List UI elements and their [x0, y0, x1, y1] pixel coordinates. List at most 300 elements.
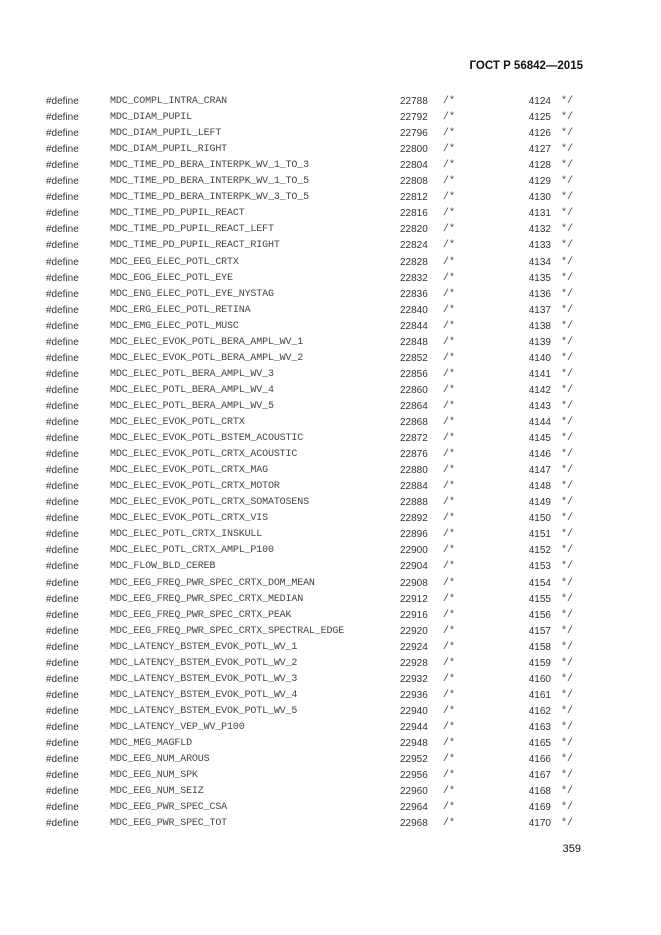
comment-index: 4127 [528, 144, 551, 156]
define-row [0, 351, 661, 367]
define-row [0, 319, 661, 335]
macro-code: 22928 [400, 657, 428, 669]
define-keyword: #define [46, 400, 79, 412]
macro-code: 22960 [400, 786, 428, 798]
macro-name: MDC_LATENCY_BSTEM_EVOK_POTL_WV_5 [110, 705, 298, 717]
document-header-title: ГОСТ Р 56842—2015 [469, 60, 583, 72]
comment-index: 4162 [528, 705, 551, 717]
comment-open: /* [443, 128, 456, 140]
define-row [0, 447, 661, 463]
comment-index: 4151 [528, 529, 551, 541]
macro-code: 22812 [400, 192, 428, 204]
comment-close: */ [561, 176, 574, 188]
macro-code: 22876 [400, 449, 428, 461]
comment-open: /* [443, 818, 456, 830]
comment-close: */ [561, 336, 574, 348]
define-keyword: #define [46, 433, 79, 445]
comment-close: */ [561, 417, 574, 428]
define-keyword: #define [46, 818, 79, 830]
macro-code: 22888 [400, 497, 428, 509]
define-keyword: #define [46, 481, 79, 493]
define-keyword: #define [46, 465, 79, 477]
comment-index: 4169 [528, 802, 551, 814]
macro-name: MDC_EMG_ELEC_POTL_MUSC [110, 320, 239, 332]
define-keyword: #define [46, 304, 79, 316]
define-keyword: #define [46, 336, 79, 348]
define-row [0, 190, 661, 206]
define-row [0, 463, 661, 479]
define-row [0, 126, 661, 142]
macro-code: 22964 [400, 802, 428, 814]
comment-index: 4159 [528, 657, 551, 669]
comment-open: /* [443, 561, 456, 573]
comment-open: /* [443, 754, 456, 766]
comment-close: */ [561, 144, 574, 156]
macro-name: MDC_EEG_PWR_SPEC_CSA [110, 802, 228, 814]
macro-code: 22896 [400, 529, 428, 541]
comment-open: /* [443, 192, 456, 204]
comment-close: */ [561, 288, 574, 300]
comment-open: /* [443, 144, 456, 156]
comment-index: 4165 [528, 738, 551, 749]
comment-open: /* [443, 513, 456, 525]
define-keyword: #define [46, 288, 79, 300]
comment-open: /* [443, 689, 456, 701]
define-keyword: #define [46, 96, 79, 107]
comment-open: /* [443, 577, 456, 589]
comment-open: /* [443, 465, 456, 477]
comment-index: 4158 [528, 641, 551, 653]
define-keyword: #define [46, 208, 79, 220]
comment-close: */ [561, 256, 574, 268]
define-row [0, 303, 661, 319]
define-row [0, 784, 661, 800]
comment-open: /* [443, 657, 456, 669]
define-keyword: #define [46, 738, 79, 749]
comment-open: /* [443, 112, 456, 124]
comment-index: 4131 [528, 208, 551, 220]
comment-close: */ [561, 160, 574, 172]
macro-name: MDC_LATENCY_BSTEM_EVOK_POTL_WV_1 [110, 641, 298, 653]
comment-index: 4132 [528, 224, 551, 236]
define-row [0, 816, 661, 832]
comment-close: */ [561, 112, 574, 124]
comment-close: */ [561, 272, 574, 284]
comment-close: */ [561, 352, 574, 364]
define-keyword: #define [46, 545, 79, 557]
comment-open: /* [443, 176, 456, 188]
macro-name: MDC_ELEC_EVOK_POTL_CRTX_SOMATOSENS [110, 497, 309, 509]
comment-open: /* [443, 433, 456, 445]
comment-open: /* [443, 497, 456, 509]
macro-name: MDC_DIAM_PUPIL_RIGHT [110, 144, 228, 156]
comment-close: */ [561, 786, 574, 798]
macro-code: 22872 [400, 433, 428, 445]
comment-close: */ [561, 673, 574, 685]
comment-index: 4126 [528, 128, 551, 140]
comment-close: */ [561, 449, 574, 461]
macro-code: 22788 [400, 96, 428, 107]
macro-code: 22840 [400, 304, 428, 316]
macro-code: 22796 [400, 128, 428, 140]
define-row [0, 559, 661, 575]
macro-code: 22956 [400, 770, 428, 782]
comment-close: */ [561, 738, 574, 749]
macro-name: MDC_ELEC_EVOK_POTL_BERA_AMPL_WV_2 [110, 352, 304, 364]
comment-close: */ [561, 770, 574, 782]
page-number: 359 [562, 843, 581, 855]
comment-index: 4150 [528, 513, 551, 525]
comment-close: */ [561, 368, 574, 380]
define-row [0, 255, 661, 271]
comment-index: 4143 [528, 400, 551, 412]
define-row [0, 688, 661, 704]
comment-close: */ [561, 529, 574, 541]
define-keyword: #define [46, 705, 79, 717]
comment-index: 4163 [528, 721, 551, 733]
macro-code: 22916 [400, 609, 428, 621]
macro-name: MDC_TIME_PD_PUPIL_REACT [110, 208, 245, 220]
define-row [0, 800, 661, 816]
comment-index: 4145 [528, 433, 551, 445]
comment-index: 4130 [528, 192, 551, 204]
macro-name: MDC_ELEC_EVOK_POTL_BSTEM_ACOUSTIC [110, 433, 304, 445]
define-row [0, 238, 661, 254]
define-keyword: #define [46, 128, 79, 140]
comment-close: */ [561, 192, 574, 204]
define-keyword: #define [46, 112, 79, 124]
macro-name: MDC_DIAM_PUPIL [110, 112, 192, 124]
define-keyword: #define [46, 673, 79, 685]
macro-name: MDC_FLOW_BLD_CEREB [110, 561, 216, 573]
comment-close: */ [561, 224, 574, 236]
comment-close: */ [561, 545, 574, 557]
comment-open: /* [443, 625, 456, 637]
comment-close: */ [561, 754, 574, 766]
comment-close: */ [561, 625, 574, 637]
macro-name: MDC_ENG_ELEC_POTL_EYE_NYSTAG [110, 288, 274, 300]
comment-close: */ [561, 721, 574, 733]
define-row [0, 656, 661, 672]
comment-index: 4155 [528, 593, 551, 605]
define-keyword: #define [46, 417, 79, 428]
macro-code: 22880 [400, 465, 428, 477]
define-row [0, 704, 661, 720]
define-keyword: #define [46, 625, 79, 637]
macro-code: 22828 [400, 256, 428, 268]
comment-close: */ [561, 818, 574, 830]
macro-code: 22836 [400, 288, 428, 300]
define-keyword: #define [46, 577, 79, 589]
comment-index: 4152 [528, 545, 551, 557]
define-keyword: #define [46, 609, 79, 621]
macro-name: MDC_EEG_NUM_SPK [110, 770, 198, 782]
macro-code: 22900 [400, 545, 428, 557]
comment-index: 4167 [528, 770, 551, 782]
macro-name: MDC_MEG_MAGFLD [110, 738, 192, 749]
comment-index: 4147 [528, 465, 551, 477]
macro-name: MDC_ELEC_POTL_BERA_AMPL_WV_3 [110, 368, 274, 380]
define-keyword: #define [46, 256, 79, 268]
define-keyword: #define [46, 657, 79, 669]
macro-name: MDC_LATENCY_VEP_WV_P100 [110, 721, 245, 733]
macro-name: MDC_ELEC_EVOK_POTL_BERA_AMPL_WV_1 [110, 336, 304, 348]
comment-open: /* [443, 449, 456, 461]
comment-index: 4154 [528, 577, 551, 589]
define-row [0, 94, 661, 110]
define-row [0, 383, 661, 399]
macro-name: MDC_LATENCY_BSTEM_EVOK_POTL_WV_3 [110, 673, 298, 685]
define-keyword: #define [46, 641, 79, 653]
comment-open: /* [443, 384, 456, 396]
macro-name: MDC_TIME_PD_BERA_INTERPK_WV_1_TO_5 [110, 176, 309, 188]
macro-code: 22860 [400, 384, 428, 396]
macro-name: MDC_COMPL_INTRA_CRAN [110, 96, 228, 107]
define-row [0, 206, 661, 222]
comment-index: 4156 [528, 609, 551, 621]
comment-open: /* [443, 481, 456, 493]
macro-name: MDC_EEG_FREQ_PWR_SPEC_CRTX_DOM_MEAN [110, 577, 315, 589]
comment-open: /* [443, 641, 456, 653]
comment-close: */ [561, 705, 574, 717]
macro-name: MDC_EEG_ELEC_POTL_CRTX [110, 256, 239, 268]
comment-open: /* [443, 400, 456, 412]
comment-open: /* [443, 721, 456, 733]
define-keyword: #define [46, 802, 79, 814]
macro-name: MDC_EEG_FREQ_PWR_SPEC_CRTX_MEDIAN [110, 593, 304, 605]
define-keyword: #define [46, 176, 79, 188]
define-row [0, 624, 661, 640]
define-keyword: #define [46, 513, 79, 525]
define-row [0, 720, 661, 736]
macro-code: 22904 [400, 561, 428, 573]
comment-index: 4128 [528, 160, 551, 172]
macro-code: 22892 [400, 513, 428, 525]
comment-open: /* [443, 529, 456, 541]
comment-index: 4137 [528, 304, 551, 316]
define-row [0, 222, 661, 238]
macro-code: 22832 [400, 272, 428, 284]
macro-name: MDC_LATENCY_BSTEM_EVOK_POTL_WV_4 [110, 689, 298, 701]
comment-close: */ [561, 465, 574, 477]
comment-close: */ [561, 240, 574, 252]
comment-open: /* [443, 288, 456, 300]
define-row [0, 752, 661, 768]
comment-index: 4170 [528, 818, 551, 830]
define-row [0, 271, 661, 287]
comment-close: */ [561, 657, 574, 669]
comment-close: */ [561, 802, 574, 814]
macro-code: 22820 [400, 224, 428, 236]
define-keyword: #define [46, 352, 79, 364]
macro-name: MDC_ELEC_EVOK_POTL_CRTX [110, 417, 245, 428]
comment-close: */ [561, 128, 574, 140]
define-row [0, 640, 661, 656]
macro-code: 22968 [400, 818, 428, 830]
macro-code: 22948 [400, 738, 428, 749]
macro-code: 22952 [400, 754, 428, 766]
macro-name: MDC_EEG_NUM_SEIZ [110, 786, 204, 798]
comment-open: /* [443, 160, 456, 172]
define-row [0, 527, 661, 543]
comment-close: */ [561, 433, 574, 445]
comment-open: /* [443, 545, 456, 557]
macro-code: 22944 [400, 721, 428, 733]
comment-close: */ [561, 641, 574, 653]
macro-code: 22912 [400, 593, 428, 605]
macro-code: 22920 [400, 625, 428, 637]
macro-code: 22804 [400, 160, 428, 172]
define-keyword: #define [46, 368, 79, 380]
macro-code: 22808 [400, 176, 428, 188]
define-keyword: #define [46, 721, 79, 733]
macro-name: MDC_ELEC_EVOK_POTL_CRTX_ACOUSTIC [110, 449, 298, 461]
define-row [0, 367, 661, 383]
comment-close: */ [561, 320, 574, 332]
comment-index: 4139 [528, 336, 551, 348]
macro-name: MDC_ELEC_POTL_BERA_AMPL_WV_4 [110, 384, 274, 396]
comment-index: 4124 [528, 96, 551, 107]
comment-index: 4125 [528, 112, 551, 124]
macro-code: 22884 [400, 481, 428, 493]
define-row [0, 672, 661, 688]
macro-name: MDC_EEG_NUM_AROUS [110, 754, 210, 766]
macro-name: MDC_TIME_PD_PUPIL_REACT_RIGHT [110, 240, 280, 252]
define-row [0, 479, 661, 495]
comment-index: 4134 [528, 256, 551, 268]
comment-index: 4157 [528, 625, 551, 637]
macro-code: 22852 [400, 352, 428, 364]
comment-index: 4133 [528, 240, 551, 252]
define-row [0, 495, 661, 511]
define-keyword: #define [46, 144, 79, 156]
macro-code: 22908 [400, 577, 428, 589]
comment-open: /* [443, 208, 456, 220]
comment-close: */ [561, 609, 574, 621]
define-row [0, 543, 661, 559]
define-row [0, 174, 661, 190]
comment-open: /* [443, 224, 456, 236]
macro-code: 22856 [400, 368, 428, 380]
comment-open: /* [443, 256, 456, 268]
comment-close: */ [561, 481, 574, 493]
comment-index: 4138 [528, 320, 551, 332]
macro-name: MDC_EEG_FREQ_PWR_SPEC_CRTX_SPECTRAL_EDGE [110, 625, 345, 637]
macro-code: 22932 [400, 673, 428, 685]
define-keyword: #define [46, 160, 79, 172]
define-keyword: #define [46, 561, 79, 573]
comment-close: */ [561, 577, 574, 589]
comment-open: /* [443, 417, 456, 428]
comment-close: */ [561, 304, 574, 316]
comment-open: /* [443, 738, 456, 749]
define-row [0, 511, 661, 527]
macro-name: MDC_EEG_FREQ_PWR_SPEC_CRTX_PEAK [110, 609, 292, 621]
define-row [0, 287, 661, 303]
comment-close: */ [561, 384, 574, 396]
macro-code: 22800 [400, 144, 428, 156]
macro-code: 22864 [400, 400, 428, 412]
comment-open: /* [443, 673, 456, 685]
define-keyword: #define [46, 240, 79, 252]
define-row [0, 576, 661, 592]
comment-close: */ [561, 400, 574, 412]
macro-code: 22792 [400, 112, 428, 124]
comment-close: */ [561, 689, 574, 701]
define-row [0, 335, 661, 351]
comment-index: 4153 [528, 561, 551, 573]
define-keyword: #define [46, 384, 79, 396]
define-row [0, 768, 661, 784]
define-keyword: #define [46, 786, 79, 798]
define-row [0, 736, 661, 752]
macro-name: MDC_ELEC_EVOK_POTL_CRTX_MOTOR [110, 481, 280, 493]
define-row [0, 399, 661, 415]
macro-name: MDC_EOG_ELEC_POTL_EYE [110, 272, 233, 284]
macro-name: MDC_ELEC_POTL_CRTX_AMPL_P100 [110, 545, 274, 557]
define-keyword: #define [46, 320, 79, 332]
comment-index: 4166 [528, 754, 551, 766]
comment-index: 4144 [528, 417, 551, 428]
comment-index: 4129 [528, 176, 551, 188]
comment-index: 4149 [528, 497, 551, 509]
macro-name: MDC_LATENCY_BSTEM_EVOK_POTL_WV_2 [110, 657, 298, 669]
macro-name: MDC_TIME_PD_PUPIL_REACT_LEFT [110, 224, 274, 236]
macro-name: MDC_TIME_PD_BERA_INTERPK_WV_1_TO_3 [110, 160, 309, 172]
comment-index: 4136 [528, 288, 551, 300]
comment-close: */ [561, 513, 574, 525]
define-row [0, 431, 661, 447]
comment-index: 4160 [528, 673, 551, 685]
macro-name: MDC_ERG_ELEC_POTL_RETINA [110, 304, 251, 316]
comment-index: 4148 [528, 481, 551, 493]
macro-code: 22844 [400, 320, 428, 332]
define-keyword: #define [46, 192, 79, 204]
define-row [0, 142, 661, 158]
comment-close: */ [561, 96, 574, 107]
macro-code: 22824 [400, 240, 428, 252]
macro-code: 22816 [400, 208, 428, 220]
define-row [0, 415, 661, 431]
define-keyword: #define [46, 497, 79, 509]
comment-open: /* [443, 786, 456, 798]
macro-name: MDC_EEG_PWR_SPEC_TOT [110, 818, 228, 830]
comment-index: 4135 [528, 272, 551, 284]
comment-open: /* [443, 96, 456, 107]
comment-close: */ [561, 593, 574, 605]
comment-open: /* [443, 320, 456, 332]
define-row [0, 592, 661, 608]
define-row [0, 110, 661, 126]
comment-open: /* [443, 272, 456, 284]
comment-close: */ [561, 561, 574, 573]
macro-code: 22940 [400, 705, 428, 717]
define-row [0, 158, 661, 174]
define-keyword: #define [46, 754, 79, 766]
comment-index: 4140 [528, 352, 551, 364]
comment-open: /* [443, 352, 456, 364]
define-keyword: #define [46, 224, 79, 236]
define-row [0, 608, 661, 624]
comment-index: 4142 [528, 384, 551, 396]
define-keyword: #define [46, 593, 79, 605]
comment-index: 4168 [528, 786, 551, 798]
comment-open: /* [443, 705, 456, 717]
comment-open: /* [443, 240, 456, 252]
define-keyword: #define [46, 449, 79, 461]
define-keyword: #define [46, 770, 79, 782]
comment-open: /* [443, 336, 456, 348]
